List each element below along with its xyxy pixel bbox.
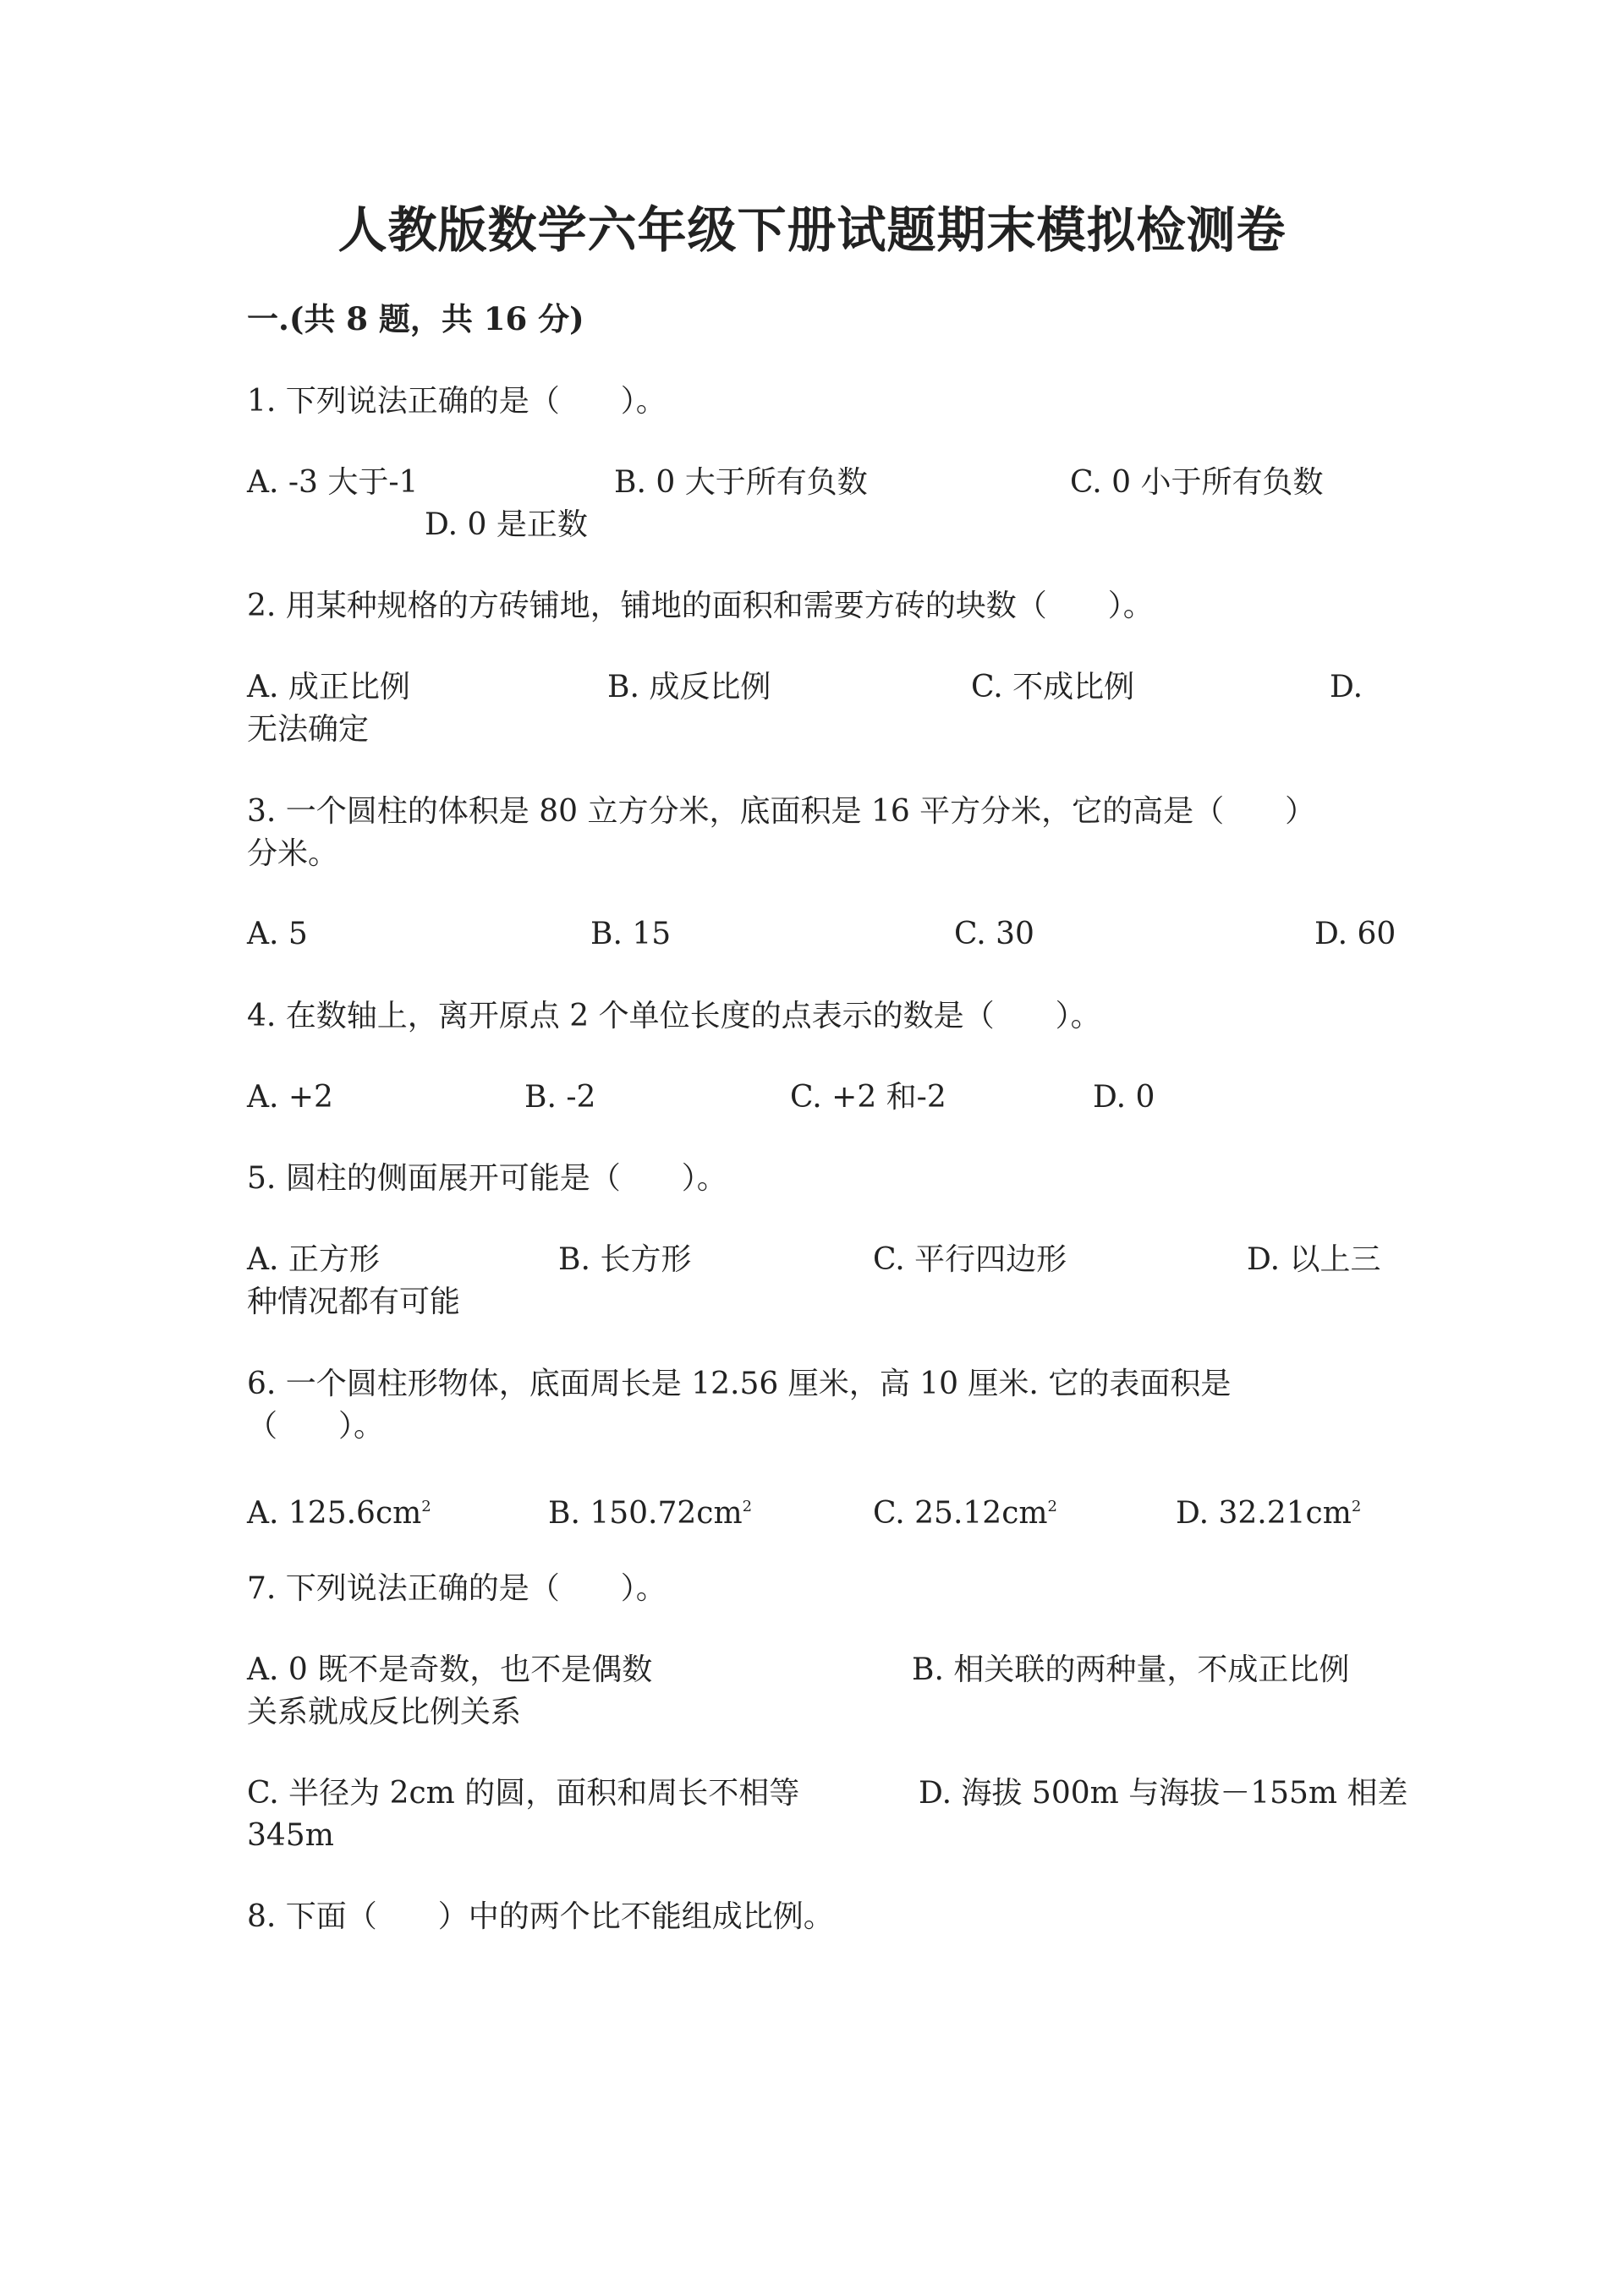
question-7-option-c: C. 半径为 2cm 的圆，面积和周长不相等 xyxy=(247,1776,800,1811)
question-4-option-d: D. 0 xyxy=(1093,1080,1155,1115)
question-5-option-a: A. 正方形 xyxy=(247,1242,380,1277)
question-5-option-d-label: D. 以上三 xyxy=(1247,1242,1381,1277)
question-8-stem: 8. 下面（ ）中的两个比不能组成比例。 xyxy=(247,1899,834,1934)
question-6-stem: 6. 一个圆柱形物体，底面周长是 12.56 厘米，高 10 厘米. 它的表面积是 xyxy=(247,1367,1232,1401)
question-6-option-a xyxy=(247,1486,431,1535)
question-7-option-a: A. 0 既不是奇数，也不是偶数 xyxy=(247,1652,653,1687)
question-3-option-a: A. 5 xyxy=(247,917,308,951)
question-5-option-c: C. 平行四边形 xyxy=(873,1242,1067,1277)
question-7-option-b: B. 相关联的两种量，不成正比例 xyxy=(912,1652,1350,1687)
question-6-option-a-text: A. 125.6cm xyxy=(247,1496,422,1531)
question-3-option-b: B. 15 xyxy=(590,917,672,951)
question-6-option-b-text: B. 150.72cm xyxy=(548,1496,743,1531)
question-1-option-b: B. 0 大于所有负数 xyxy=(614,465,868,500)
question-1-option-c: C. 0 小于所有负数 xyxy=(1070,465,1324,500)
question-2-option-d-label: D. xyxy=(1330,670,1363,704)
question-2-option-c: C. 不成比例 xyxy=(971,670,1135,704)
question-1-option-d: D. 0 是正数 xyxy=(425,507,588,542)
question-3-stem: 3. 一个圆柱的体积是 80 立方分米，底面积是 16 平方分米，它的高是（ ） xyxy=(247,794,1316,829)
question-5-option-b: B. 长方形 xyxy=(558,1242,692,1277)
question-6-stem-cont: （ ）。 xyxy=(247,1409,385,1444)
question-2-option-b: B. 成反比例 xyxy=(607,670,771,704)
question-3-option-d: D. 60 xyxy=(1314,917,1396,951)
question-2-option-a: A. 成正比例 xyxy=(247,670,410,704)
question-6-option-c xyxy=(873,1486,1057,1535)
question-2-stem: 2. 用某种规格的方砖铺地，铺地的面积和需要方砖的块数（ ）。 xyxy=(247,589,1154,623)
question-7-stem: 7. 下列说法正确的是（ ）。 xyxy=(247,1571,667,1606)
unit-superscript: 2 xyxy=(742,1498,753,1515)
question-4-stem: 4. 在数轴上，离开原点 2 个单位长度的点表示的数是（ ）。 xyxy=(247,999,1101,1033)
question-4-option-a: A. +2 xyxy=(247,1080,333,1115)
question-1-option-a: A. -3 大于-1 xyxy=(247,465,419,500)
question-3-stem-cont: 分米。 xyxy=(247,836,339,871)
question-4-option-c: C. +2 和-2 xyxy=(790,1080,946,1115)
section-heading: 一.(共 8 题，共 16 分) xyxy=(247,300,584,337)
unit-superscript: 2 xyxy=(1351,1498,1362,1515)
question-2-option-d-text: 无法确定 xyxy=(247,712,370,747)
question-5-option-d-text: 种情况都有可能 xyxy=(247,1285,461,1319)
question-6-option-d-text: D. 32.21cm xyxy=(1176,1496,1352,1531)
question-3-option-c: C. 30 xyxy=(954,917,1034,951)
question-1-stem: 1. 下列说法正确的是（ ）。 xyxy=(247,384,667,419)
question-6-option-b xyxy=(548,1486,752,1535)
question-6-option-d xyxy=(1176,1486,1361,1535)
question-7-option-d-cont: 345m xyxy=(247,1818,334,1853)
question-7-option-b-cont: 关系就成反比例关系 xyxy=(247,1695,522,1729)
page-title: 人教版数学六年级下册试题期末模拟检测卷 xyxy=(337,201,1287,259)
question-4-option-b: B. -2 xyxy=(524,1080,596,1115)
unit-superscript: 2 xyxy=(1047,1498,1057,1515)
question-7-option-d: D. 海拔 500m 与海拔－155m 相差 xyxy=(919,1776,1408,1811)
question-6-option-c-text: C. 25.12cm xyxy=(873,1496,1048,1531)
question-5-stem: 5. 圆柱的侧面展开可能是（ ）。 xyxy=(247,1161,727,1196)
unit-superscript: 2 xyxy=(421,1498,431,1515)
